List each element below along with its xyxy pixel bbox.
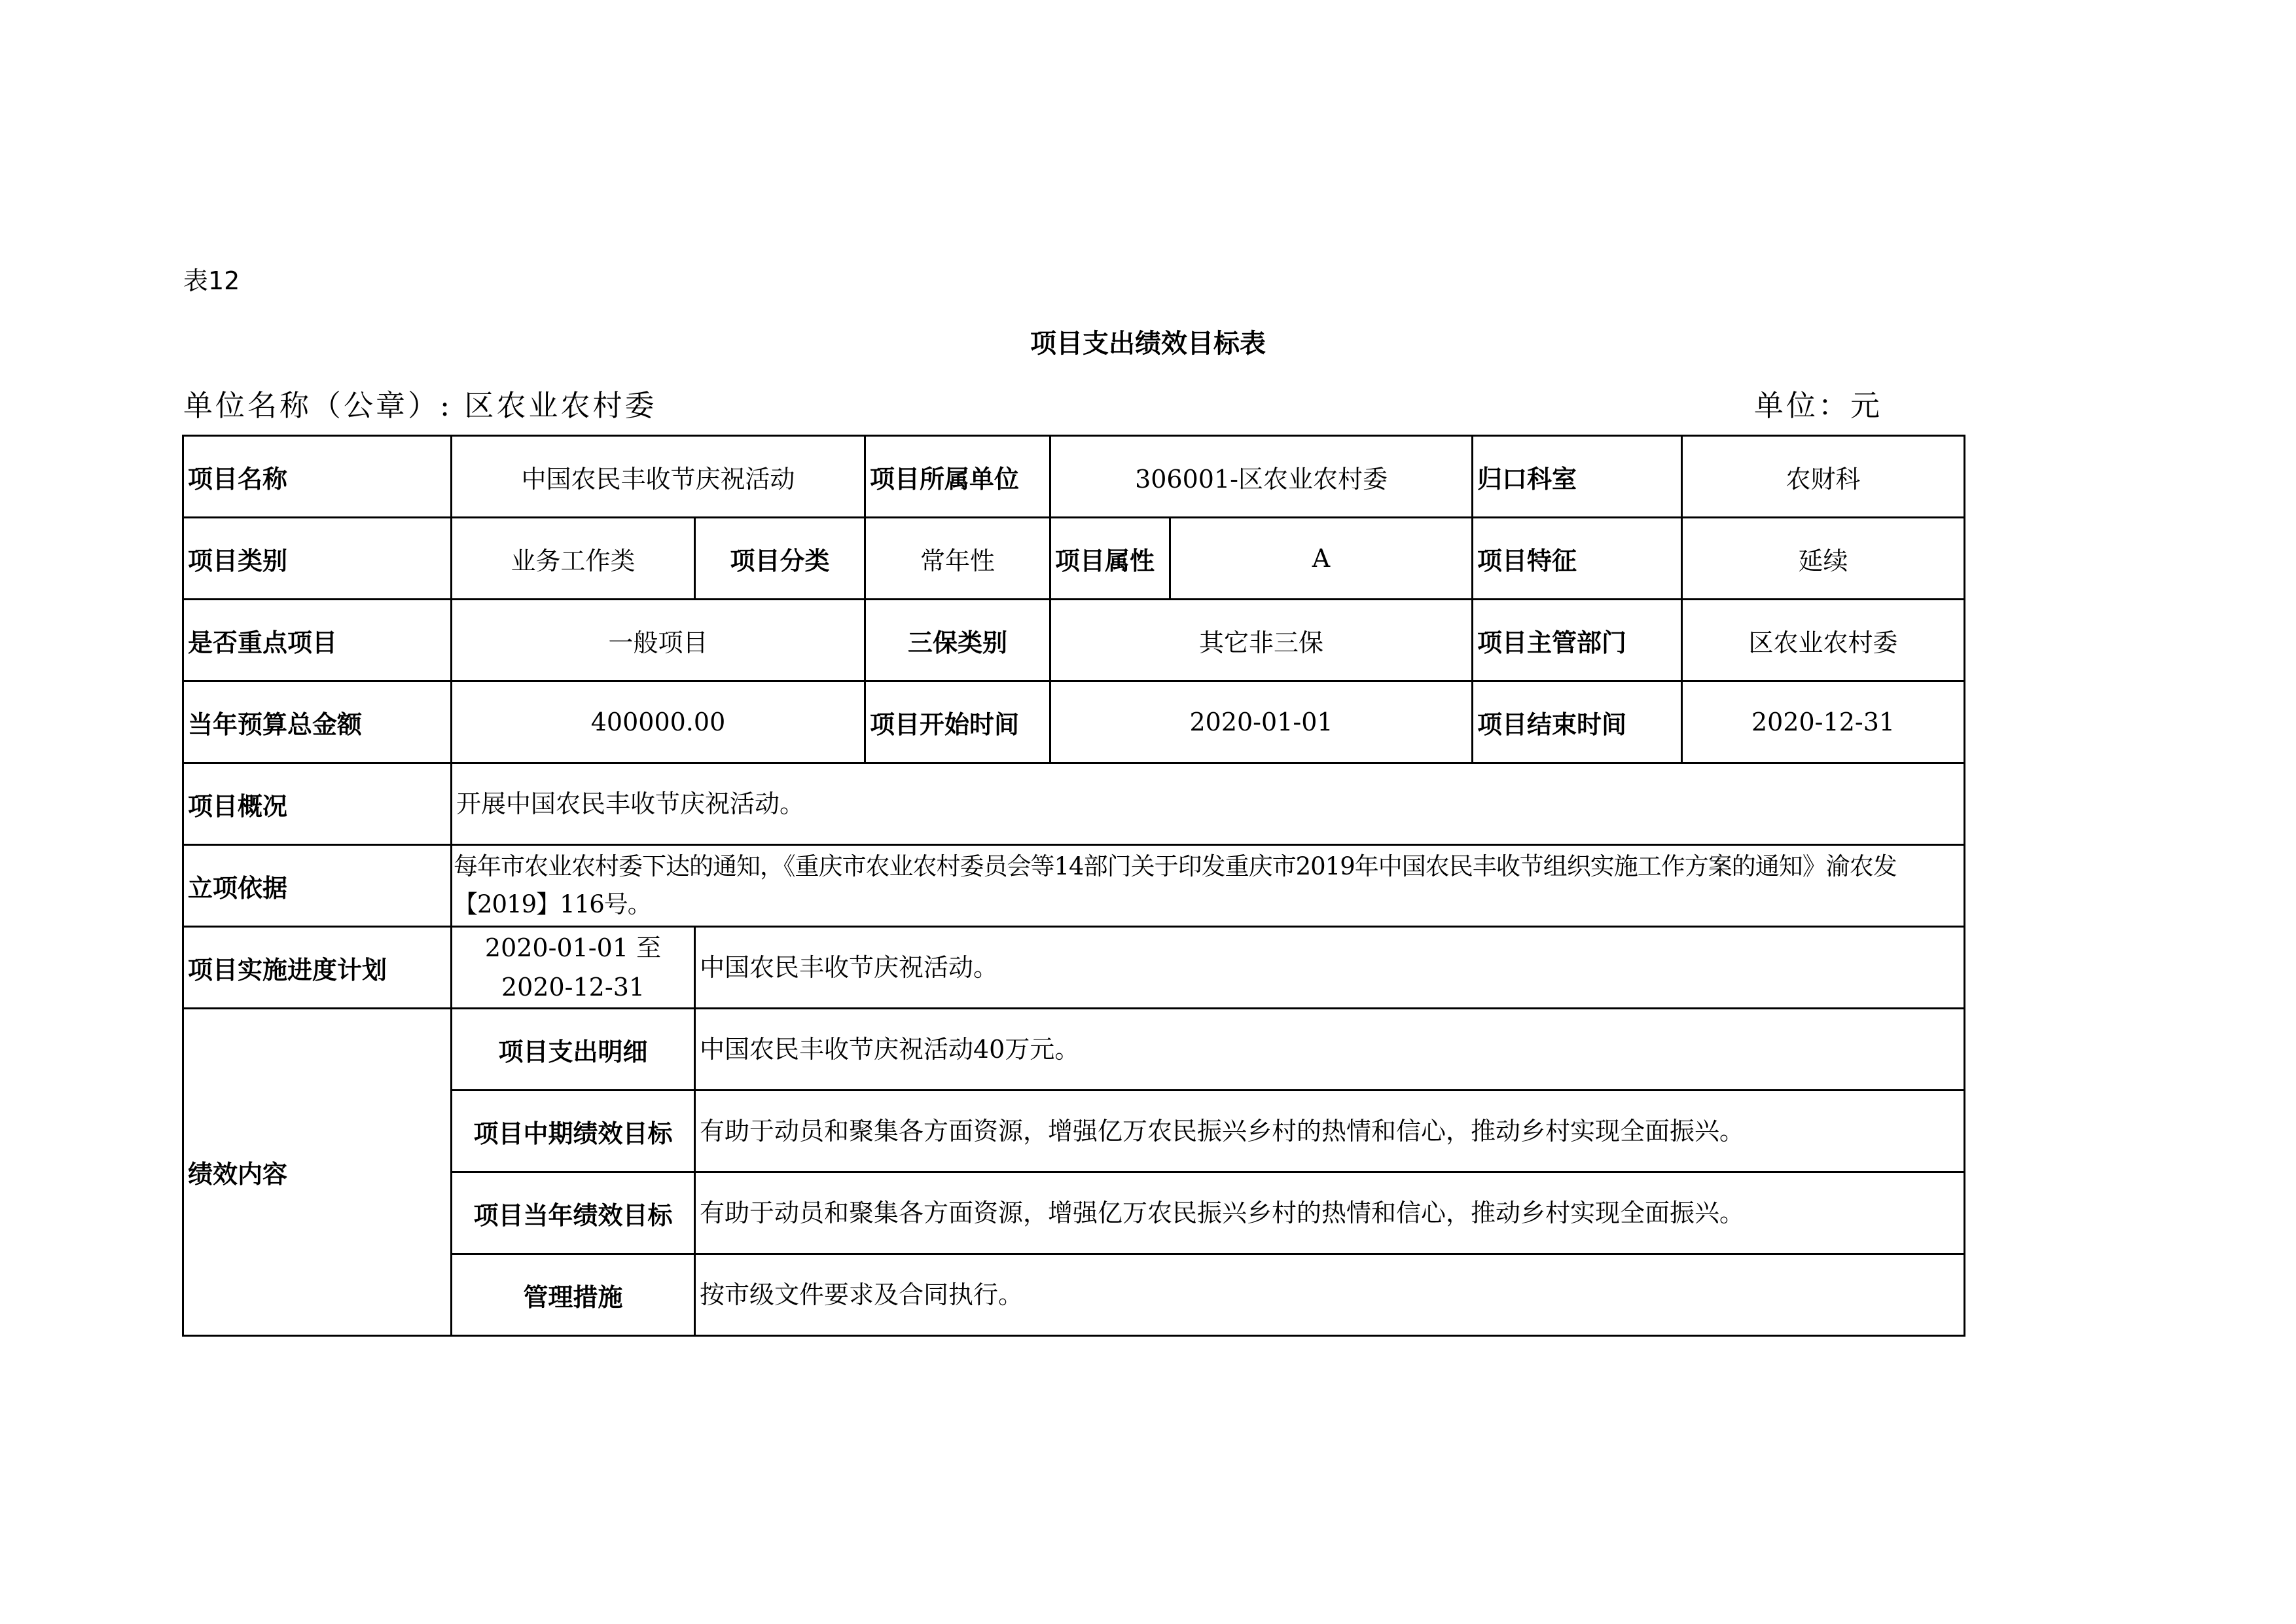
table-row: [183, 1009, 1965, 1091]
attribute-value: A: [1170, 518, 1473, 600]
dept-value: 农财科: [1682, 436, 1965, 518]
category-label: 项目类别: [183, 518, 452, 600]
key-project-value: 一般项目: [452, 600, 865, 681]
category-value: 业务工作类: [452, 518, 695, 600]
performance-row-label: 项目支出明细: [452, 1009, 695, 1091]
table-row: [183, 845, 1965, 927]
schedule-period: [452, 927, 695, 1009]
performance-row-text: 按市级文件要求及合同执行。: [695, 1254, 1965, 1336]
feature-label: 项目特征: [1473, 518, 1682, 600]
overview-label: 项目概况: [183, 763, 452, 845]
end-label: 项目结束时间: [1473, 681, 1682, 763]
start-value: 2020-01-01: [1050, 681, 1473, 763]
performance-target-table: [182, 435, 1965, 1337]
owner-unit-label: 项目所属单位: [865, 436, 1050, 518]
key-project-label: 是否重点项目: [183, 600, 452, 681]
performance-row-text: 有助于动员和聚集各方面资源，增强亿万农民振兴乡村的热情和信心，推动乡村实现全面振兴。: [695, 1172, 1965, 1254]
three-guarantee-label: 三保类别: [865, 600, 1050, 681]
basis-value: 每年市农业农村委下达的通知，《重庆市农业农村委员会等14部门关于印发重庆市2019年中国农民丰收节组织实施工作方案的通知》渝农发【2019】116号。: [452, 845, 1965, 927]
owner-unit: 306001-区农业农村委: [1050, 436, 1473, 518]
table-row: [183, 600, 1965, 681]
schedule-to: 2020-12-31: [501, 973, 645, 1001]
project-name: 中国农民丰收节庆祝活动: [452, 436, 865, 518]
budget-value: 400000.00: [452, 681, 865, 763]
schedule-label: 项目实施进度计划: [183, 927, 452, 1009]
basis-label: 立项依据: [183, 845, 452, 927]
classification-value: 常年性: [865, 518, 1050, 600]
end-value: 2020-12-31: [1682, 681, 1965, 763]
table-row: [183, 763, 1965, 845]
classification-label: 项目分类: [695, 518, 865, 600]
table-row: [183, 518, 1965, 600]
performance-row-label: 项目当年绩效目标: [452, 1172, 695, 1254]
three-guarantee-value: 其它非三保: [1050, 600, 1473, 681]
performance-row-text: 有助于动员和聚集各方面资源，增强亿万农民振兴乡村的热情和信心，推动乡村实现全面振兴。: [695, 1091, 1965, 1172]
table-row: [183, 681, 1965, 763]
performance-row-label: 管理措施: [452, 1254, 695, 1336]
supervisor-value: 区农业农村委: [1682, 600, 1965, 681]
budget-label: 当年预算总金额: [183, 681, 452, 763]
page-title: 项目支出绩效目标表: [1030, 329, 1266, 359]
dept-label: 归口科室: [1473, 436, 1682, 518]
start-label: 项目开始时间: [865, 681, 1050, 763]
performance-section-label: 绩效内容: [183, 1009, 452, 1336]
currency-unit: 单位：元: [1754, 388, 1883, 423]
unit-name: 单位名称（公章）: 区农业农村委: [183, 388, 657, 423]
table-row: [183, 436, 1965, 518]
attribute-label: 项目属性: [1050, 518, 1170, 600]
schedule-from: 2020-01-01 至: [484, 933, 662, 962]
performance-row-text: 中国农民丰收节庆祝活动40万元。: [695, 1009, 1965, 1091]
feature-value: 延续: [1682, 518, 1965, 600]
supervisor-label: 项目主管部门: [1473, 600, 1682, 681]
schedule-text: 中国农民丰收节庆祝活动。: [695, 927, 1965, 1009]
table-row: [183, 927, 1965, 1009]
project-name-label: 项目名称: [183, 436, 452, 518]
table-number: 表12: [183, 266, 240, 295]
overview-value: 开展中国农民丰收节庆祝活动。: [452, 763, 1965, 845]
performance-row-label: 项目中期绩效目标: [452, 1091, 695, 1172]
